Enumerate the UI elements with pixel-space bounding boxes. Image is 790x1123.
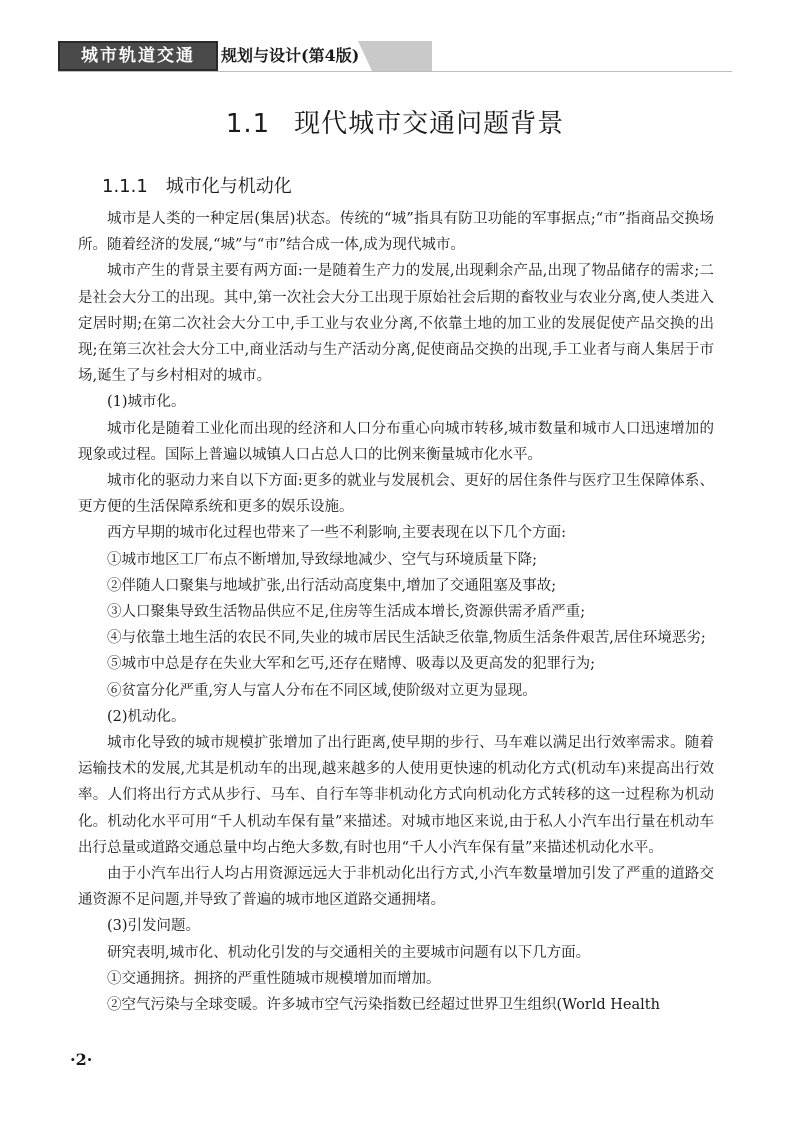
list-heading: (2)机动化。 — [107, 708, 186, 725]
paragraph: 城市化是随着工业化而出现的经济和人口分布重心向城市转移,城市数量和城市人口迅速增加的现象或过程。国际上普遍以城镇人口占总人口的比例来衡量城市化水平。 — [78, 420, 714, 463]
list-item: ⑤城市中总是存在失业大军和乞丐,还存在赌博、吸毒以及更高发的犯罪行为; — [107, 656, 595, 673]
list-item: ①城市地区工厂布点不断增加,导致绿地减少、空气与环境质量下降; — [107, 551, 537, 568]
subsection-heading — [102, 173, 292, 201]
paragraph: 由于小汽车出行人均占用资源远远大于非机动化出行方式,小汽车数量增加引发了严重的道路交通资源不足问题,并导致了普遍的城市地区道路交通拥堵。 — [78, 866, 714, 909]
subsection-number: 1.1.1 — [102, 176, 148, 197]
paragraph: 城市是人类的一种定居(集居)状态。传统的“城”指具有防卫功能的军事据点;“市”指商品交换场所。随着经济的发展,“城”与“市”结合成一体,成为现代城市。 — [78, 211, 714, 254]
subsection-title: 城市化与机动化 — [165, 176, 292, 197]
list-item: ④与依靠土地生活的农民不同,失业的城市居民生活缺乏依靠,物质生活条件艰苦,居住环境恶劣; — [107, 630, 706, 647]
header-decoration — [358, 41, 432, 71]
list-heading: (1)城市化。 — [107, 394, 186, 411]
section-title: 现代城市交通问题背景 — [294, 109, 565, 139]
header-rule — [58, 71, 732, 72]
page-number: ·2· — [70, 1050, 93, 1069]
paragraph: 城市产生的背景主要有两方面:一是随着生产力的发展,出现剩余产品,出现了物品储存的需求;二是社会大分工的出现。其中,第一次社会大分工出现于原始社会后期的畜牧业与农业分离,使人类进入定居时期;在第二次社会大分工中,手工业与农业分离,不依靠土地的加工业的发展促使产品交换的出现;在第三次社会大分工中,商业活动与生产活动分离,促使商品交换的出现,手工业者与商人集居于市场,诞生了与乡村相对的城市。 — [78, 263, 714, 385]
book-title-badge: 城市轨道交通 — [58, 41, 218, 71]
paragraph: 研究表明,城市化、机动化引发的与交通相关的主要城市问题有以下几方面。 — [107, 944, 591, 961]
running-header — [58, 41, 371, 71]
list-item: ⑥贫富分化严重,穷人与富人分布在不同区域,使阶级对立更为显现。 — [107, 682, 537, 699]
paragraph: 城市化导致的城市规模扩张增加了出行距离,使早期的步行、马车难以满足出行效率需求。随着运输技术的发展,尤其是机动车的出现,越来越多的人使用更快速的机动化方式(机动车)来提高出行效率。人们将出行方式从步行、马车、自行车等非机动化方式向机动化方式转移的这一过程称为机动化。机动化水平可用“千人机动车保有量”来描述。对城市地区来说,由于私人小汽车出行量在机动车出行总量或道路交通总量中均占绝大多数,有时也用“千人小汽车保有量”来描述机动化水平。 — [78, 735, 714, 856]
list-item: ①交通拥挤。拥挤的严重性随城市规模增加而增加。 — [107, 970, 441, 987]
book-title-edition: 规划与设计(第4版) — [221, 46, 360, 65]
body-text — [78, 206, 714, 1018]
list-item: ②伴随人口聚集与地域扩张,出行活动高度集中,增加了交通阻塞及事故; — [107, 577, 557, 594]
section-number: 1.1 — [225, 109, 271, 139]
section-heading — [0, 104, 790, 144]
list-item: ③人口聚集导致生活物品供应不足,住房等生活成本增长,资源供需矛盾严重; — [107, 604, 586, 621]
list-item: ②空气污染与全球变暖。许多城市空气污染指数已经超过世界卫生组织(World Health — [107, 997, 660, 1014]
list-heading: (3)引发问题。 — [107, 918, 201, 935]
paragraph: 西方早期的城市化过程也带来了一些不利影响,主要表现在以下几个方面: — [107, 525, 566, 542]
paragraph: 城市化的驱动力来自以下方面:更多的就业与发展机会、更好的居住条件与医疗卫生保障体系、更方便的生活保障系统和更多的娱乐设施。 — [78, 473, 714, 516]
